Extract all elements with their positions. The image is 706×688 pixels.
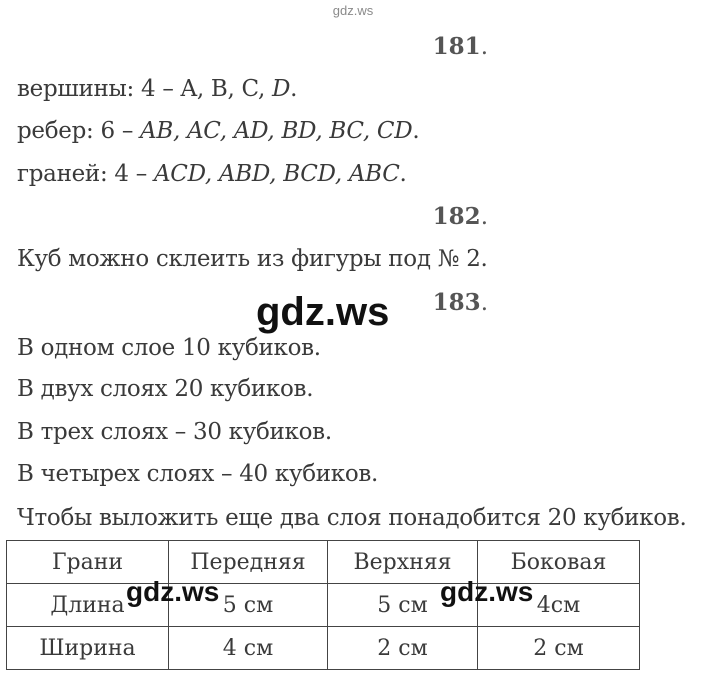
table-cell: 4см bbox=[478, 584, 640, 627]
table-cell: 5 см bbox=[169, 584, 328, 627]
table-cell: 5 см bbox=[328, 584, 478, 627]
task-number-183: 183. bbox=[432, 289, 488, 316]
edges-list: AB, AC, AD, BD, BC, CD bbox=[140, 118, 413, 144]
faces-table bbox=[6, 540, 640, 670]
task183-line-2: В двух слоях 20 кубиков. bbox=[17, 376, 314, 402]
task-number-182: 182. bbox=[432, 203, 488, 230]
task-number-182-value: 182 bbox=[432, 203, 481, 230]
faces-label: граней: 4 – bbox=[17, 161, 154, 187]
watermark-table-right: gdz.ws bbox=[440, 576, 534, 607]
task-number-181-value: 181 bbox=[432, 33, 481, 60]
task183-line-4: В четырех слоях – 40 кубиков. bbox=[17, 461, 379, 487]
table-header-cell: Передняя bbox=[169, 541, 328, 584]
vertices-end: . bbox=[290, 76, 298, 102]
table-cell: Ширина bbox=[7, 627, 169, 670]
table-cell: 4 см bbox=[169, 627, 328, 670]
task-number-183-value: 183 bbox=[432, 289, 481, 316]
vertices-last: D bbox=[272, 76, 291, 102]
table-row bbox=[7, 627, 640, 670]
task182-text: Куб можно склеить из фигуры под № 2. bbox=[17, 246, 488, 272]
vertices-label: вершины: 4 – bbox=[17, 76, 181, 102]
task183-line-3: В трех слоях – 30 кубиков. bbox=[17, 419, 332, 445]
table-row bbox=[7, 584, 640, 627]
table-header-cell: Грани bbox=[7, 541, 169, 584]
task183-line-5: Чтобы выложить еще два слоя понадобится 20 кубиков. bbox=[17, 505, 687, 531]
table-cell: 2 см bbox=[328, 627, 478, 670]
faces-end: . bbox=[399, 161, 407, 187]
task-number-181: 181. bbox=[432, 33, 488, 60]
table-cell: 2 см bbox=[478, 627, 640, 670]
table-header-row bbox=[7, 541, 640, 584]
faces-list: ACD, ABD, BCD, ABC bbox=[153, 161, 400, 187]
watermark-table-left: gdz.ws bbox=[126, 576, 220, 607]
watermark-center: gdz.ws bbox=[256, 290, 390, 334]
edges-line bbox=[17, 118, 419, 144]
vertices-line bbox=[17, 76, 297, 102]
watermark-top: gdz.ws bbox=[332, 3, 374, 18]
edges-end: . bbox=[412, 118, 420, 144]
table-header-cell: Верхняя bbox=[328, 541, 478, 584]
table-cell: Длина bbox=[7, 584, 169, 627]
task183-line-1: В одном слое 10 кубиков. bbox=[17, 335, 321, 361]
edges-label: ребер: 6 – bbox=[17, 118, 141, 144]
table-header-cell: Боковая bbox=[478, 541, 640, 584]
vertices-list: A, B, C, bbox=[180, 76, 273, 102]
faces-line bbox=[17, 161, 407, 187]
